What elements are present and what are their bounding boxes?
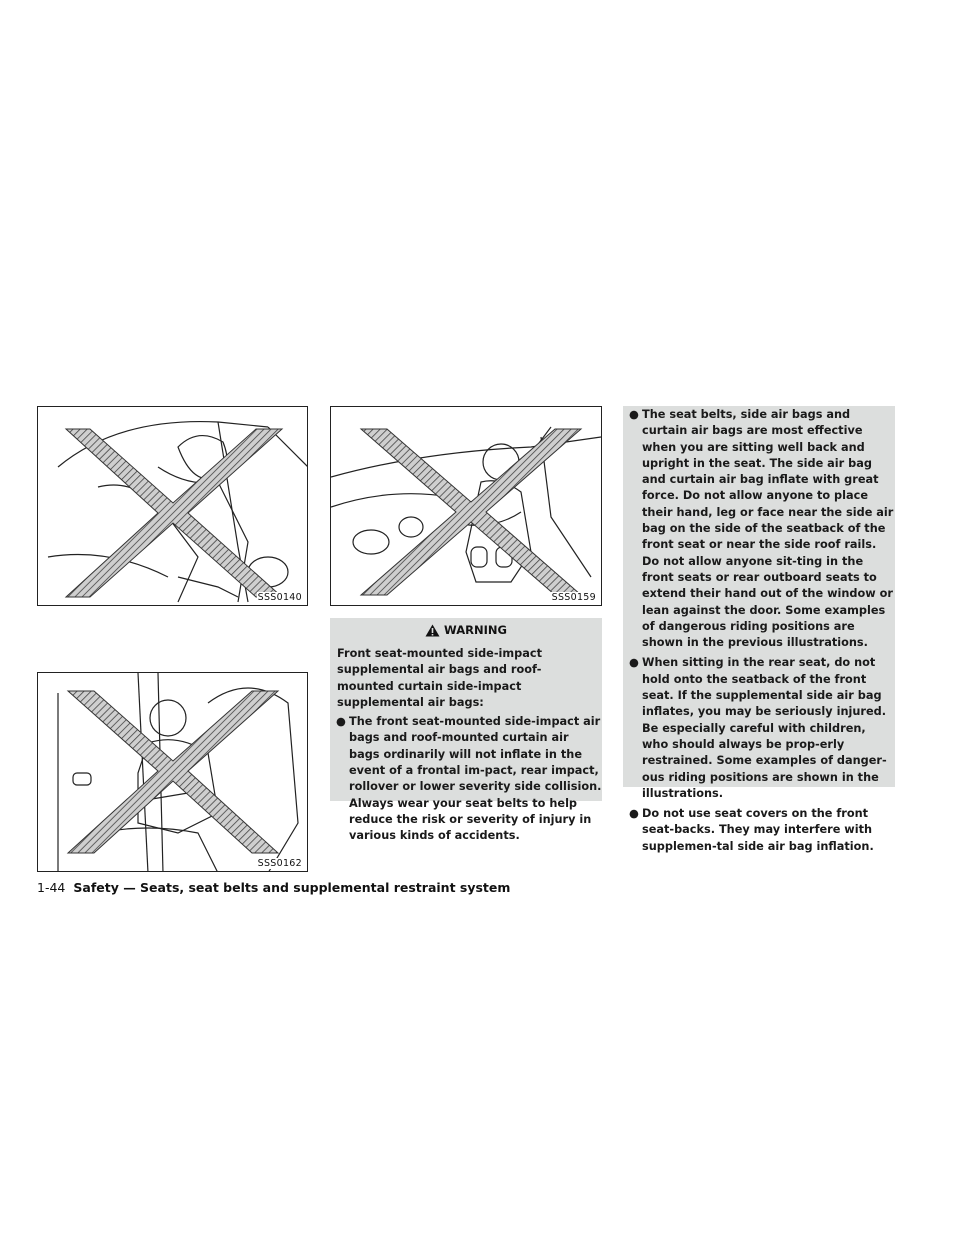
list-item-text: When sitting in the rear seat, do not hold onto the seatback of the front seat. If the supplemental side air bag inflates, you may be seriously injured. Be especially careful with children, who should always be prop-erly restrained. Some examples of danger-ous riding positions are shown in the illustrations. [642, 656, 887, 800]
list-item-text: The front seat-mounted side-impact air bags and roof-mounted curtain air bags ordinarily will not inflate in the event of a frontal im-pact, rear impact, rollover or lower severity side collision. Always wear your seat belts to help reduce the risk or severity of injury in various kinds of accidents. [349, 715, 602, 843]
illustration-drawing [331, 407, 602, 606]
prohibited-x-hatched-icon [66, 429, 282, 597]
list-item [330, 714, 602, 844]
page-footer [37, 880, 510, 895]
bullet-icon: ● [629, 807, 639, 821]
bullet-icon: ● [629, 656, 639, 670]
illustration-child-in-front-seat [330, 406, 602, 606]
figure-code: SSS0140 [257, 592, 302, 603]
prohibited-x-hatched-icon [361, 429, 581, 595]
warning-intro: Front seat-mounted side-impact supplemental air bags and roof-mounted curtain side-impact supplemental air bags: [337, 647, 542, 709]
illustration-drawing [38, 407, 308, 606]
warning-title: WARNING [444, 622, 507, 637]
illustration-child-leaning-on-door [37, 672, 308, 872]
warning-heading [330, 618, 602, 642]
page-number: 1-44 [37, 880, 66, 895]
list-item [623, 407, 895, 651]
list-item [623, 806, 895, 855]
bullet-icon: ● [629, 408, 639, 421]
figure-code: SSS0162 [257, 858, 302, 869]
warning-continued-panel [623, 406, 895, 853]
warning-triangle-icon [425, 624, 440, 637]
list-item-text: Do not use seat covers on the front seat-backs. They may interfere with supplemen-tal side air bag inflation. [642, 807, 874, 853]
figure-code: SSS0159 [551, 592, 596, 603]
illustration-drawing [38, 673, 308, 872]
section-title: Safety — Seats, seat belts and supplemental restraint system [73, 880, 511, 895]
list-item-text: The seat belts, side air bags and curtain air bags are most effective when you are sitting well back and upright in the seat. The side air bag and curtain air bag inflate with great force. Do not allow anyone to place their hand, leg or face near the side air bag on the side of the seatback of the front seat or near the side roof rails. Do not allow anyone sit-ting in the front seats or rear outboard seats to extend their hand out of the window or lean against the door. Some examples of dangerous riding positions are shown in the previous illustrations. [642, 408, 894, 650]
list-item [623, 655, 895, 802]
bullet-icon: ● [336, 715, 346, 729]
illustration-front-passenger-leaning [37, 406, 308, 606]
warning-panel [330, 618, 602, 843]
